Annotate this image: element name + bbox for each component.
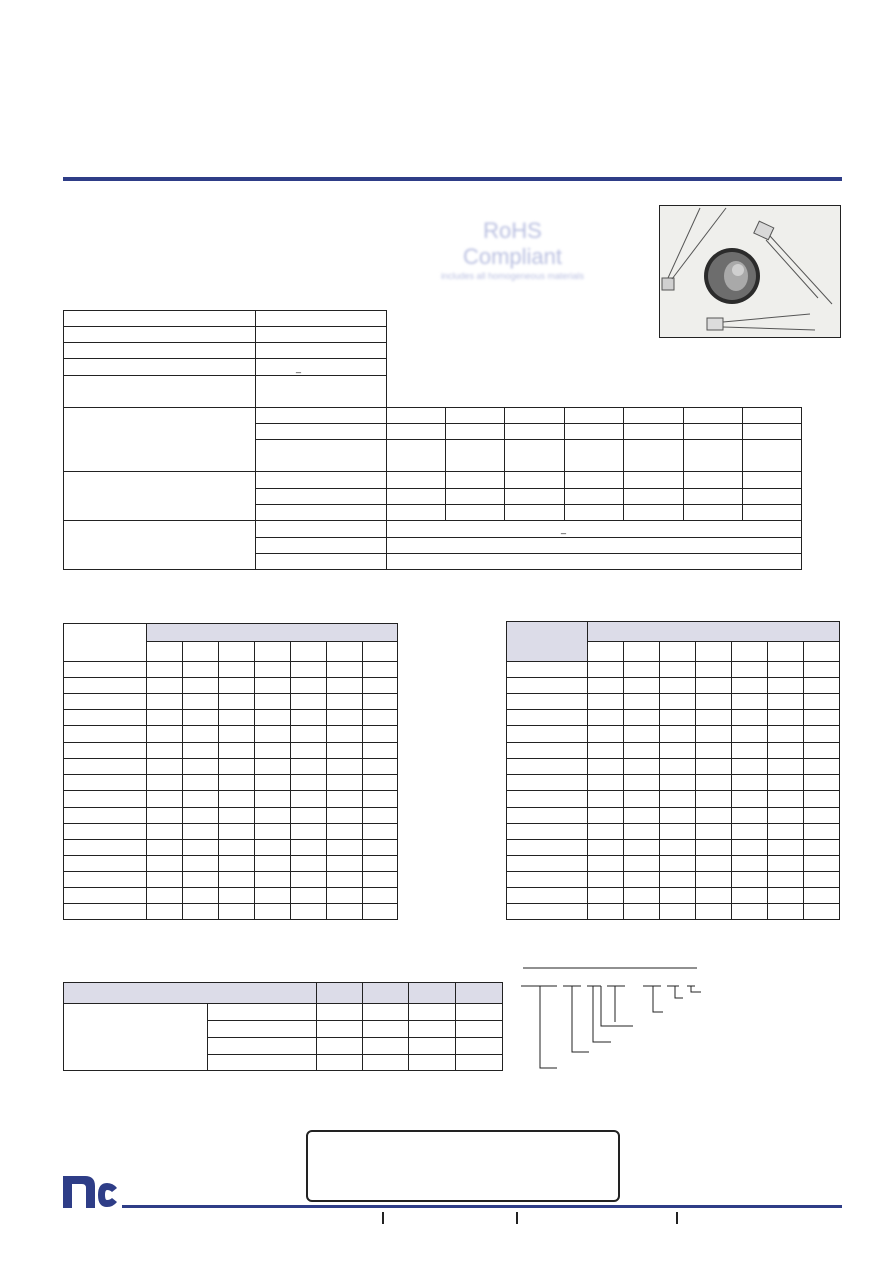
part-number-system-diagram <box>515 962 715 1074</box>
company-logo <box>63 1174 119 1210</box>
nc-logo-icon <box>63 1174 119 1210</box>
product-photo <box>659 205 841 338</box>
capacitor-photo-illustration <box>660 206 841 338</box>
spec-upper-block <box>63 310 387 408</box>
notice-box <box>306 1130 620 1202</box>
rohs-badge-line1: RoHS <box>483 218 542 243</box>
spec-capacitance-change-mark: _ <box>561 524 567 534</box>
rohs-compliant-badge <box>405 218 620 282</box>
rohs-badge-line2: Compliant <box>462 244 563 269</box>
footer-tick <box>382 1212 384 1224</box>
footer-tick <box>676 1212 678 1224</box>
footer-divider-rule <box>122 1205 842 1208</box>
header-divider-rule <box>63 177 842 181</box>
rohs-badge-line3: includes all homogeneous materials <box>440 271 585 281</box>
footer-tick <box>516 1212 518 1224</box>
spec-tolerance-mark: _ <box>296 363 302 373</box>
